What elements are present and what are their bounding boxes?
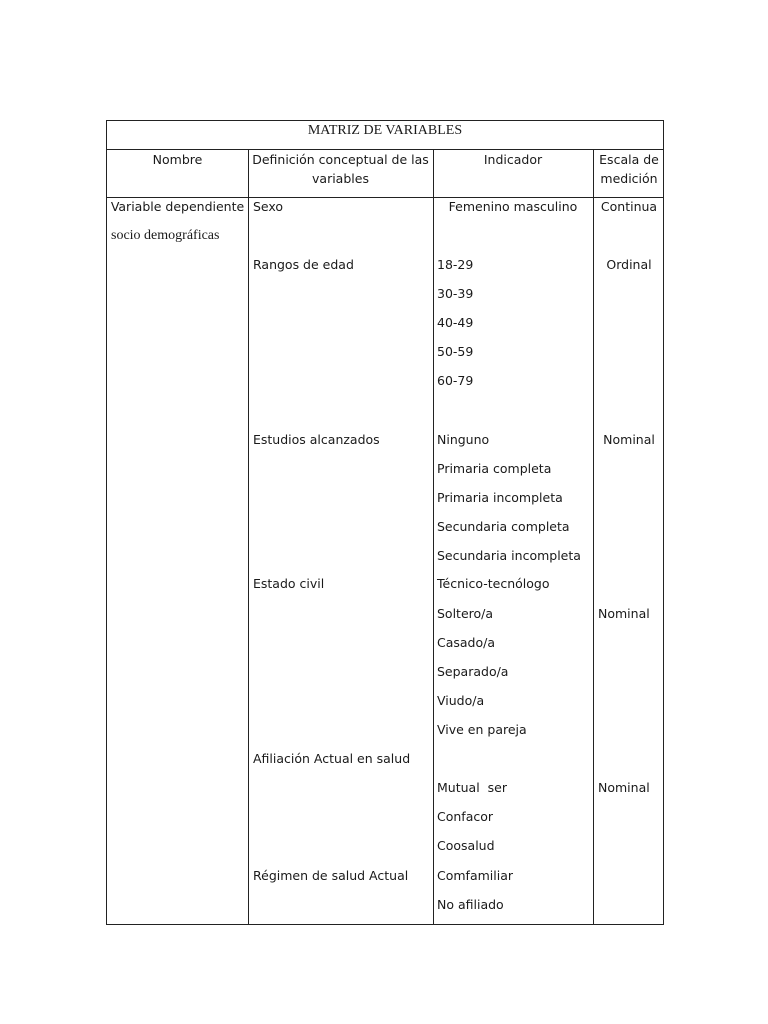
- header-definicion-line1: Definición conceptual de las: [252, 152, 429, 167]
- header-escala: [593, 150, 665, 188]
- column-divider-2: [433, 149, 434, 924]
- indicador-salud-item: Coosalud: [437, 838, 495, 853]
- header-escala-line2: medición: [600, 171, 658, 186]
- header-definicion: [248, 150, 433, 188]
- header-escala-line1: Escala de: [599, 152, 659, 167]
- definicion-estado-civil: Estado civil: [253, 576, 325, 591]
- header-nombre: [107, 150, 248, 169]
- header-indicador-text: Indicador: [483, 152, 543, 167]
- indicador-edad-item: 60-79: [437, 373, 474, 388]
- header-definicion-line2: variables: [312, 171, 369, 186]
- definicion-estudios: Estudios alcanzados: [253, 432, 380, 447]
- indicador-estado-civil-item: Casado/a: [437, 635, 496, 650]
- definicion-afiliacion: Afiliación Actual en salud: [253, 751, 411, 766]
- indicador-estudios-item: Técnico-tecnólogo: [437, 576, 550, 591]
- header-nombre-text: Nombre: [152, 152, 203, 167]
- header-indicador: [433, 150, 593, 169]
- indicador-sexo: Femenino masculino: [448, 199, 578, 214]
- indicador-edad-item: 40-49: [437, 315, 474, 330]
- indicador-salud-item: Mutual ser: [437, 780, 507, 795]
- escala-salud: Nominal: [598, 780, 650, 795]
- indicador-estudios-item: Primaria completa: [437, 461, 552, 476]
- header-divider: [107, 197, 663, 198]
- escala-edad: Ordinal: [606, 257, 652, 272]
- column-divider-1: [248, 149, 249, 924]
- indicador-estudios-item: Ninguno: [437, 432, 490, 447]
- indicador-estudios-item: Secundaria completa: [437, 519, 570, 534]
- variables-matrix-table: [106, 120, 664, 925]
- escala-estudios: Nominal: [603, 432, 655, 447]
- indicador-edad-item: 30-39: [437, 286, 474, 301]
- indicador-edad-item: 18-29: [437, 257, 474, 272]
- indicador-estado-civil-item: Viudo/a: [437, 693, 485, 708]
- definicion-sexo: Sexo: [253, 199, 284, 214]
- indicador-edad-item: 50-59: [437, 344, 474, 359]
- table-title: MATRIZ DE VARIABLES: [307, 123, 463, 138]
- indicador-estudios-item: Secundaria incompleta: [437, 548, 581, 563]
- escala-sexo: Continua: [600, 199, 658, 214]
- escala-estado-civil: Nominal: [598, 606, 650, 621]
- indicador-salud-item: Comfamiliar: [437, 868, 514, 883]
- nombre-line1: Variable dependiente: [110, 199, 245, 214]
- definicion-regimen: Régimen de salud Actual: [253, 868, 409, 883]
- nombre-line2: socio demográficas: [111, 228, 220, 243]
- indicador-salud-item: Confacor: [437, 809, 494, 824]
- indicador-estado-civil-item: Separado/a: [437, 664, 509, 679]
- indicador-salud-item: No afiliado: [437, 897, 504, 912]
- indicador-estudios-item: Primaria incompleta: [437, 490, 563, 505]
- definicion-rangos-edad: Rangos de edad: [253, 257, 354, 272]
- indicador-estado-civil-item: Soltero/a: [437, 606, 494, 621]
- indicador-estado-civil-item: Vive en pareja: [437, 722, 527, 737]
